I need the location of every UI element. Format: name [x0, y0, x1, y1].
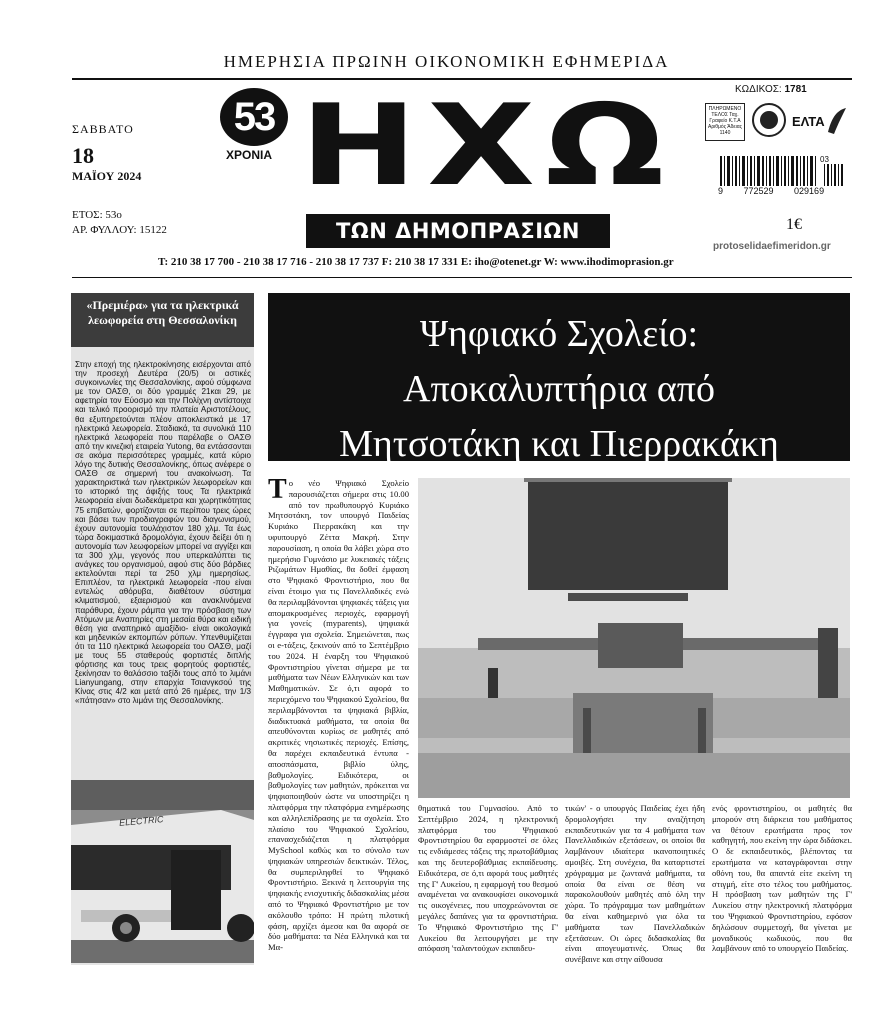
- sidebar-article-body: Στην εποχή της ηλεκτροκίνησης εισέρχονται από την προσεχή Δευτέρα (20/5) οι αστικές συγκοινωνίες της Θεσσαλονίκης, αφού σύμφωνα με τον ΟΑΣΘ, οι δύο γραμμές 21και 29, με αφετηρία τον Εύοσμο και την Πολίχνη αντίστοιχα και τελικό προορισμό την πλατεία Αριστοτέλους, θα εξυπηρετούνται πλέον αποκλειστικά με 17 ηλεκτρικά λεωφορεία. Σταδιακά, τα συνολικά 110 ηλεκτρικά λεωφορεία που παρέλαβε ο ΟΑΣΘ από την κινεζική εταιρεία Yutong, θα εντάσσονται σε ακόμα περισσότερες γραμμές, κατά κύριο λόγο της δυτικής Θεσσαλονίκης, όπως ανέφερε ο ΟΑΣΘ σε σημερινή του ανακοίνωση. Τα χαρακτηριστικά των ηλεκτρικών λεωφορείων και το ιστορικό της άφιξής τους Τα ηλεκτρικά λεωφορεία είναι δωδεκάμετρα και χωρητικότητας 75 επιβατών, φορτίζονται σε περίπου τρεις ώρες και βάσει των προδιαγραφών του διαγωνισμού, έχουν αυτονομία τουλάχιστον 180 χλμ. Τα έως τώρα δοκιμαστικά δρομολόγια, έχουν δείξει ότι η αυτονομία των λεωφορείων μπορεί να αγγίξει και τα 300 χλμ, γεγονός που υπερκαλύπτει τις ανάγκες του οργανισμού, αφού στις δύο βάρδιες εκτελούνται περί τα 250 χλμ ημερησίως. Επιπλέον, τα ηλεκτρικά λεωφορεία -που είναι εντελώς αθόρυβα, διαθέτουν σύστημα κλιματισμού, εξαερισμού και ανακλινόμενα παράθυρα, έχουν ράμπα για την πρόσβαση των Ατόμων με Αναπηρίες στη μεσαία θύρα και ειδική θέση για αναπηρικό αμαξίδιο- είναι οικολογικά και μηδενικών εκπομπών ρύπων. Υπενθυμίζεται ότι τα 110 ηλεκτρικά λεωφορεία του ΟΑΣΘ, μαζί με τους 55 σταθερούς φορτιστές διπλής φόρτισης και τους τρεις φορητούς φορτιστές, ξεκίνησαν το θαλάσσιο ταξίδι τους από το λιμάνι Lianyungang, στην επαρχία Τσιανγκσού της Κίνας στις 4/2 και μετά από 26 ημέρες, την 1/3 «πάτησαν» στο λιμάνι της Θεσσαλονίκης.: [75, 360, 251, 706]
- anniversary-label: ΧΡΟΝΙΑ: [226, 148, 273, 162]
- issue-date-number: 18: [72, 143, 94, 168]
- sidebar-headline: [71, 293, 254, 347]
- tagline: ΗΜΕΡΗΣΙΑ ΠΡΩΙΝΗ ΟΙΚΟΝΟΜΙΚΗ ΕΦΗΜΕΡΙΔΑ: [223, 52, 670, 71]
- main-headline-line3: Μητσοτάκη και Πιερρακάκη: [339, 423, 779, 465]
- main-article-column-1: [268, 474, 409, 953]
- masthead-title: ΗΧΩ: [300, 81, 675, 211]
- main-headline: [268, 293, 850, 465]
- anniversary-number: 53: [220, 88, 288, 146]
- main-article-column-2: θηματικά του Γυμνασίου. Από το Σεπτέμβριο 2024, η ηλεκτρονική πλατφόρμα του Ψηφιακού Φροντιστηρίου θα εφαρμοστεί σε όλες τις ενδιάμεσες τάξεις της πρωτοβάθμιας και της δευτεροβάθμιας εκπαίδευσης. Ειδικότερα, σε ό,τι αφορά τους μαθητές της Γ' Λυκείου, η εφαρμογή του θεσμού αναμένεται να ανακουφίσει οικονομικά τις οικογένειες, που υποχρεώνονται σε μεγάλες δαπάνες για τα φροντιστήρια. Το Ψηφιακό Φροντιστήριο της Γ' Λυκείου θα λειτουργήσει με την απόφαση 'ταλαντούχων εκπαιδευ-: [418, 803, 558, 954]
- elta-logo: [792, 104, 847, 138]
- sidebar-headline-text: «Πρεμιέρα» για τα ηλεκτρικά λεωφορεία στη Θεσσαλονίκη: [86, 298, 239, 327]
- bus-photo: [71, 780, 254, 963]
- code-label: ΚΩΔΙΚΟΣ:: [735, 84, 782, 95]
- masthead-subtitle: ΤΩΝ ΔΗΜΟΠΡΑΣΙΩΝ: [306, 214, 610, 248]
- issue-code: 03: [820, 155, 829, 164]
- issue-month-year: ΜΑΪΟΥ 2024: [72, 169, 142, 183]
- barcode-numbers: 9 772529 029169: [718, 186, 825, 196]
- bus-text: ELECTRIC: [118, 814, 164, 828]
- anniversary-badge: [220, 88, 300, 162]
- contact-line: Τ: 210 38 17 700 - 210 38 17 716 - 210 38 17 737 F: 210 38 17 331 E: iho@otenet.gr W: www.ihodimoprasion.gr: [158, 256, 674, 268]
- column-1-text: ο νέο Ψηφιακό Σχολείο παρουσιάζεται σήμερα στις 10.00 από τον πρωθυπουργό Κυριάκο Μητσοτάκη, τον υπουργό Παιδείας Κυριάκο Πιερρακάκη και την υφυπουργό Ζέττα Μακρή. Στην παρουσίαση, η οποία θα λάβει χώρα στο ημερήσιο Γυμνάσιο με λυκειακές τάξεις Ριζωμάτων Ημαθίας, θα δοθεί έμφαση στο Ψηφιακό Φροντιστήριο, που θα είναι έτοιμο για τις Πανελλαδικές ενώ θα περιλαμβάνονται ψηφιακές τάξεις για απομακρυσμένες περιοχές, εφαρμογή για γονείς (myparents), ψηφιακά έγγραφα για σχολεία. Σημειώνεται, πως οι e-τάξεις, ξεκινούν από το Σεπτέμβριο του 2024. Η έναρξη του Ψηφιακού Φροντιστηρίου γίνεται σήμερα με τα μαθήματα των Νέων Ελληνικών και των Μαθηματικών. Σε ό,τι αφορά το περιεχόμενο του Ψηφιακού Σχολείου, θα περιλαμβάνονται τα ψηφιακά βιβλία, διαδικτυακά μαθήματα, τα οποία θα απευθύνονται κυρίως σε μαθητές από ακριτικές νησιωτικές περιοχές. Επίσης, θα παρέχει εκπαιδευτικά έντυπα - αποσπάσματα, βιβλίο ύλης, βαθμολογίες. Ειδικότερα, οι βαθμολογίες των μαθητών, πρόκειται να ψηφιοποιηθούν ώστε να υποστηρίζει η πλατφόρμα την πλατφόρμα ενημέρωσης και αλληλεπίδρασης με τα σχολεία. Στο πλαίσιο του Ψηφιακού Σχολείου, επανασχεδιάζεται η πλατφόρμα MySchool καθώς και το σύνολο των ψηφιακών υπηρεσιών δεικτικών. Τέλος, θα συμπεριληφθεί το Ψηφιακό Φροντιστήριο. Ξεκινά η λειτουργία της ψηφιακής ενισχυτικής διδασκαλίας μέσα από το Ψηφιακό Φροντιστήριο με τον ακόλουθο τρόπο: Η πρώτη πιλοτική φάση, αρχίζει άμεσα και θα αφορά σε δύο μαθήματα: τα Νέα Ελληνικά και τα Μα-: [268, 478, 409, 953]
- issue-sheet-number: ΑΡ. ΦΥΛΛΟΥ: 15122: [72, 224, 167, 236]
- main-headline-line1: Ψηφιακό Σχολείο:: [419, 313, 699, 355]
- main-headline-line2: Αποκαλυπτήρια από: [403, 368, 715, 410]
- postage-paid-stamp: ΠΛΗΡΩΜΕΝΟ ΤΕΛΟΣ Ταχ. Γραφείο Κ.Τ.Α Αριθμός Άδειας 1140: [705, 103, 745, 141]
- elta-label: ΕΛΤΑ: [792, 114, 825, 129]
- classroom-photo: [418, 478, 850, 798]
- code-value: 1781: [784, 84, 807, 95]
- price: 1€: [786, 216, 802, 233]
- watermark-site: protoselidaefimeridon.gr: [713, 241, 831, 252]
- issue-day: ΣΑΒΒΑΤΟ: [72, 122, 134, 136]
- barcode-icon: [720, 156, 850, 186]
- seal-icon: [752, 103, 786, 137]
- drop-cap: Τ: [268, 474, 287, 505]
- main-article-column-4: ενός φροντιστηρίου, οι μαθητές θα μπορούν στη διάρκεια του μαθήματος να θέτουν ερωτήματα προς τον καθηγητή, που εκείνη την ώρα διδάσκει. Ο δε εκπαιδευτικός, βλέποντας τα ερωτήματα να καταγράφονται στην οθόνη του, θα απαντά είτε εκείνη τη στιγμή, είτε στο τέλος του μαθήματος. Η πρόσβαση των μαθητών της Γ' Λυκείου στην ηλεκτρονική πλατφόρμα του Ψηφιακού Φροντιστηρίου, εφόσον δηλώσουν συμμετοχή, θα γίνεται με μοναδικούς κωδικούς, που θα λαμβάνουν από το υπουργείο Παιδείας.: [712, 803, 852, 954]
- code-line: [735, 84, 807, 95]
- top-divider: [72, 78, 852, 80]
- main-article-column-3: τικών' - ο υπουργός Παιδείας έχει ήδη δρομολογήσει την αναζήτηση εκπαιδευτικών για τα 4 μαθήματα των Πανελλαδικών εξετάσεων, οι οποίοι θα λαμβάνουν ιδιαίτερα ικανοποιητικές αμοιβές. Στη συνέχεια, θα καταρτιστεί χρόγραμμα με ζωντανά μαθήματα, τα οποία θα είναι σε θέση να παρακολουθούν μαθητές από όλη την χώρα. Το πρόγραμμα των μαθημάτων θα είναι καθημερινό για όλα τα μαθήματα των Πανελλαδικών εξετάσεων. Οι ώρες διδασκαλίας θα είναι απογευματινές. Όπως θα συνέβαινε και στην αίθουσα: [565, 803, 705, 965]
- issue-year: ΕΤΟΣ: 53ο: [72, 209, 122, 221]
- contact-divider: [72, 277, 852, 278]
